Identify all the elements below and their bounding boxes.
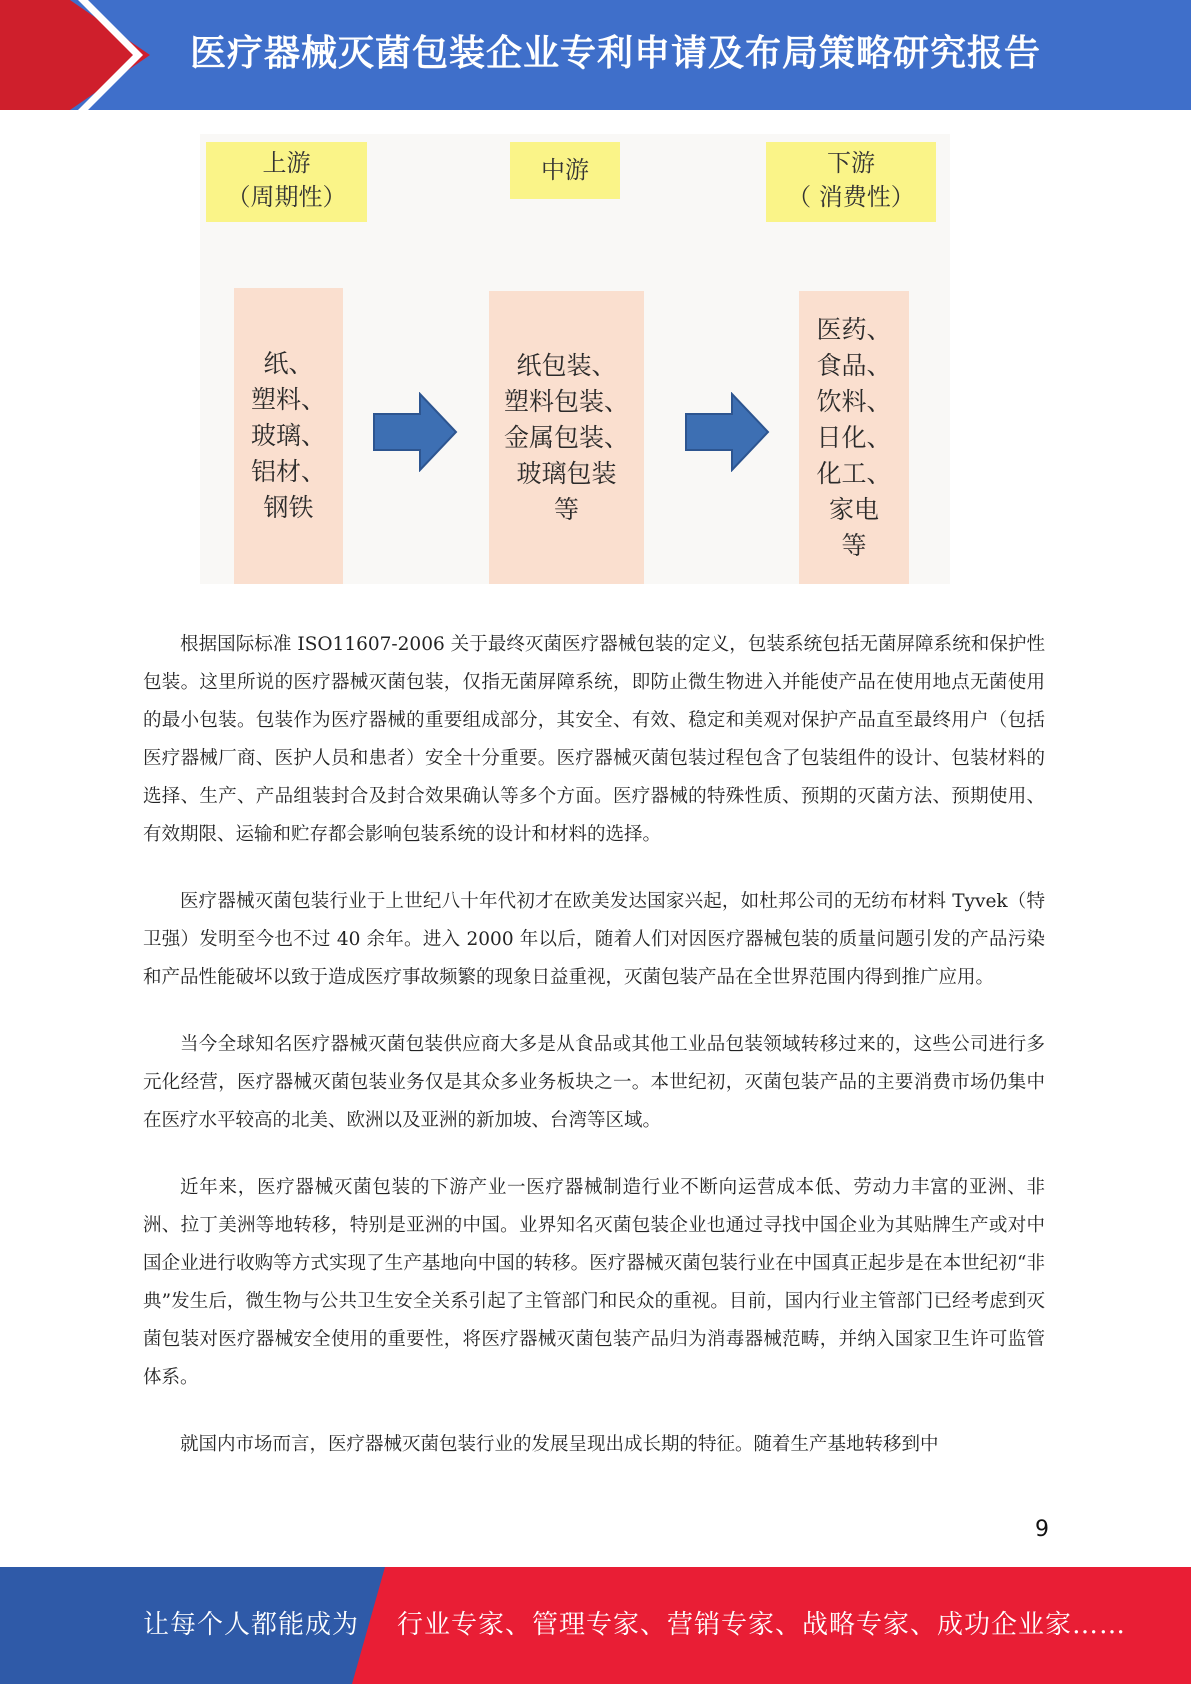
consumer-item: 家电 [828,494,879,524]
consumer-item: 等 [841,530,867,560]
body-paragraph: 近年来，医疗器械灭菌包装的下游产业一医疗器械制造行业不断向运营成本低、劳动力丰富的亚洲、非洲、拉丁美洲等地转移，特别是亚洲的中国。业界知名灭菌包装企业也通过寻找中国企业为其贴牌生产或对中国企业进行收购等方式实现了生产基地向中国的转移。医疗器械灭菌包装行业在中国真正起步是在本世纪初“非典”发生后，微生物与公共卫生安全关系引起了主管部门和民众的重视。目前，国内行业主管部门已经考虑到灭菌包装对医疗器械安全使用的重要性，将医疗器械灭菌包装产品归为消毒器械范畴，并纳入国家卫生许可监管体系。 [143,1177,1045,1388]
stage-label-line: 上游 [262,149,311,177]
stage-label-line: （周期性） [226,183,347,211]
consumer-item: 医药、 [816,314,892,344]
header-white-chevron [78,0,158,110]
body-paragraph: 当今全球知名医疗器械灭菌包装供应商大多是从食品或其他工业品包装领域转移过来的，这些公司进行多元化经营，医疗器械灭菌包装业务仅是其众多业务板块之一。本世纪初，灭菌包装产品的主要消费市场仍集中在医疗水平较高的北美、欧洲以及亚洲的新加坡、台湾等区域。 [143,1034,1045,1131]
packaging-item: 等 [553,494,579,524]
footer-slogan-right: 行业专家、管理专家、营销专家、战略专家、成功企业家…… [397,1610,1127,1640]
packaging-item: 金属包装、 [503,422,629,452]
stage-label-downstream [766,142,936,222]
material-item: 玻璃、 [250,421,326,450]
page-number: 9 [1035,1517,1049,1542]
packaging-item: 塑料包装、 [503,386,629,416]
body-paragraph: 根据国际标准 ISO11607-2006 关于最终灭菌医疗器械包装的定义，包装系统包括无菌屏障系统和保护性包装。这里所说的医疗器械灭菌包装，仅指无菌屏障系统，即防止微生物进入并能使产品在使用地点无菌使用的最小包装。包装作为医疗器械的重要组成部分，其安全、有效、稳定和美观对保护产品直至最终用户（包括医疗器械厂商、医护人员和患者）安全十分重要。医疗器械灭菌包装过程包含了包装组件的设计、包装材料的选择、生产、产品组装封合及封合效果确认等多个方面。医疗器械的特殊性质、预期的灭菌方法、预期使用、有效期限、运输和贮存都会影响包装系统的设计和材料的选择。 [143,634,1045,845]
packaging-item: 玻璃包装 [516,458,617,488]
material-item: 铝材、 [250,457,326,486]
stage-label-midstream [510,142,620,199]
stage-box-downstream [799,291,909,584]
stage-label-line: 下游 [827,149,875,177]
consumer-item: 食品、 [816,350,892,380]
stage-label-line: （ 消费性） [787,183,915,211]
body-content [143,626,1045,1493]
body-paragraph: 医疗器械灭菌包装行业于上世纪八十年代初才在欧美发达国家兴起，如杜邦公司的无纺布材料 Tyvek（特卫强）发明至今也不过 40 余年。进入 2000 年以后，随着人们对因医疗器械包装的质量问题引发的产品污染和产品性能破坏以致于造成医疗事故频繁的现象日益重视，灭菌包装产品在全世界范围内得到推广应用。 [143,891,1045,988]
right-arrow-icon [684,392,770,472]
header-red-block [0,0,70,110]
material-item: 纸、 [263,349,314,378]
report-title: 医疗器械灭菌包装企业专利申请及布局策略研究报告 [190,33,1042,74]
body-paragraph: 就国内市场而言，医疗器械灭菌包装行业的发展呈现出成长期的特征。随着生产基地转移到中 [180,1434,939,1455]
consumer-item: 饮料、 [816,386,892,416]
consumer-item: 日化、 [816,422,892,452]
right-arrow-icon [372,392,458,472]
footer-slogan-left: 让每个人都能成为 [143,1610,360,1640]
material-item: 钢铁 [263,493,314,522]
page-header [0,0,1191,110]
industry-chain-diagram [200,134,950,584]
page-footer [0,1567,1191,1684]
stage-label-upstream [206,142,367,222]
consumer-item: 化工、 [816,458,892,488]
stage-box-upstream [234,288,343,584]
stage-label-line: 中游 [541,156,589,184]
stage-box-midstream [489,291,644,584]
packaging-item: 纸包装、 [516,350,617,380]
material-item: 塑料、 [250,385,326,414]
